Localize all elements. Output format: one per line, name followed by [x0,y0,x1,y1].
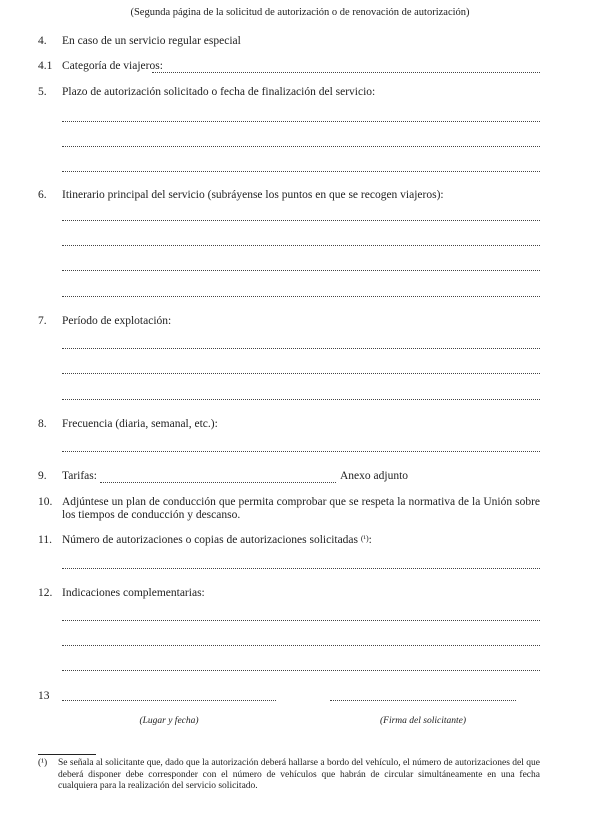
item-9-label: Tarifas: [62,470,97,482]
item-5-label: Plazo de autorización solicitado o fecha de finalización del servicio: [62,86,376,98]
item-5-field-line[interactable] [62,144,540,147]
item-10-number: 10. [38,496,53,508]
item-7-number: 7. [38,315,47,327]
item-4-1-label: Categoría de viajeros: [62,60,163,72]
footnote-marker: (¹) [38,758,48,768]
item-12-field-line[interactable] [62,618,540,621]
item-4-label: En caso de un servicio regular especial [62,35,241,47]
item-4-number: 4. [38,35,47,47]
item-13-number: 13 [38,690,50,702]
item-6-field-line[interactable] [62,294,540,297]
item-12-field-line[interactable] [62,668,540,671]
item-11-label: Número de autorizaciones o copias de autorizaciones solicitadas [62,534,359,546]
place-date-field[interactable] [62,694,276,701]
item-11-label-line [62,534,372,546]
item-11-colon: : [368,534,372,546]
page-header: (Segunda página de la solicitud de autorización o de renovación de autorización) [130,7,470,18]
tariffs-field[interactable] [100,472,336,483]
footnote-reference: (¹) [360,534,369,543]
item-8-field-line[interactable] [62,449,540,452]
item-7-field-line[interactable] [62,371,540,374]
footnote-text: Se señala al solicitante que, dado que la autorización deberá hallarse a bordo del vehículo, el número de autorizaciones del que deberá disponer debe corresponder con el número de vehículos que habrán de circular simultáneamente en una fecha cualquiera para la realización del servicio solicitado. [58,758,540,791]
item-7-field-line[interactable] [62,346,540,349]
signature-caption: (Firma del solicitante) [379,716,466,726]
item-8-label: Frecuencia (diaria, semanal, etc.): [62,418,218,430]
item-9-number: 9. [38,470,47,482]
item-7-field-line[interactable] [62,397,540,400]
item-5-number: 5. [38,86,47,98]
item-6-field-line[interactable] [62,243,540,246]
place-date-caption: (Lugar y fecha) [139,716,199,726]
item-12-label: Indicaciones complementarias: [62,587,205,599]
item-11-field-line[interactable] [62,566,540,569]
item-12-number: 12. [38,587,53,599]
item-6-field-line[interactable] [62,218,540,221]
item-6-number: 6. [38,189,47,201]
item-5-field-line[interactable] [62,169,540,172]
item-9-annex-label: Anexo adjunto [340,470,409,482]
item-12-field-line[interactable] [62,643,540,646]
item-11-number: 11. [38,534,52,546]
item-6-field-line[interactable] [62,268,540,271]
item-8-number: 8. [38,418,47,430]
item-6-label: Itinerario principal del servicio (subráyense los puntos en que se recogen viajeros): [62,189,444,201]
item-7-label: Período de explotación: [62,315,172,327]
passenger-category-field[interactable] [152,62,540,73]
item-4-1-number: 4.1 [38,60,53,72]
item-5-field-line[interactable] [62,119,540,122]
item-10-label: Adjúntese un plan de conducción que permita comprobar que se respeta la normativa de la Unión sobre los tiempos de conducción y descanso. [62,496,540,521]
signature-field[interactable] [330,694,516,701]
footnote-separator [38,754,96,755]
